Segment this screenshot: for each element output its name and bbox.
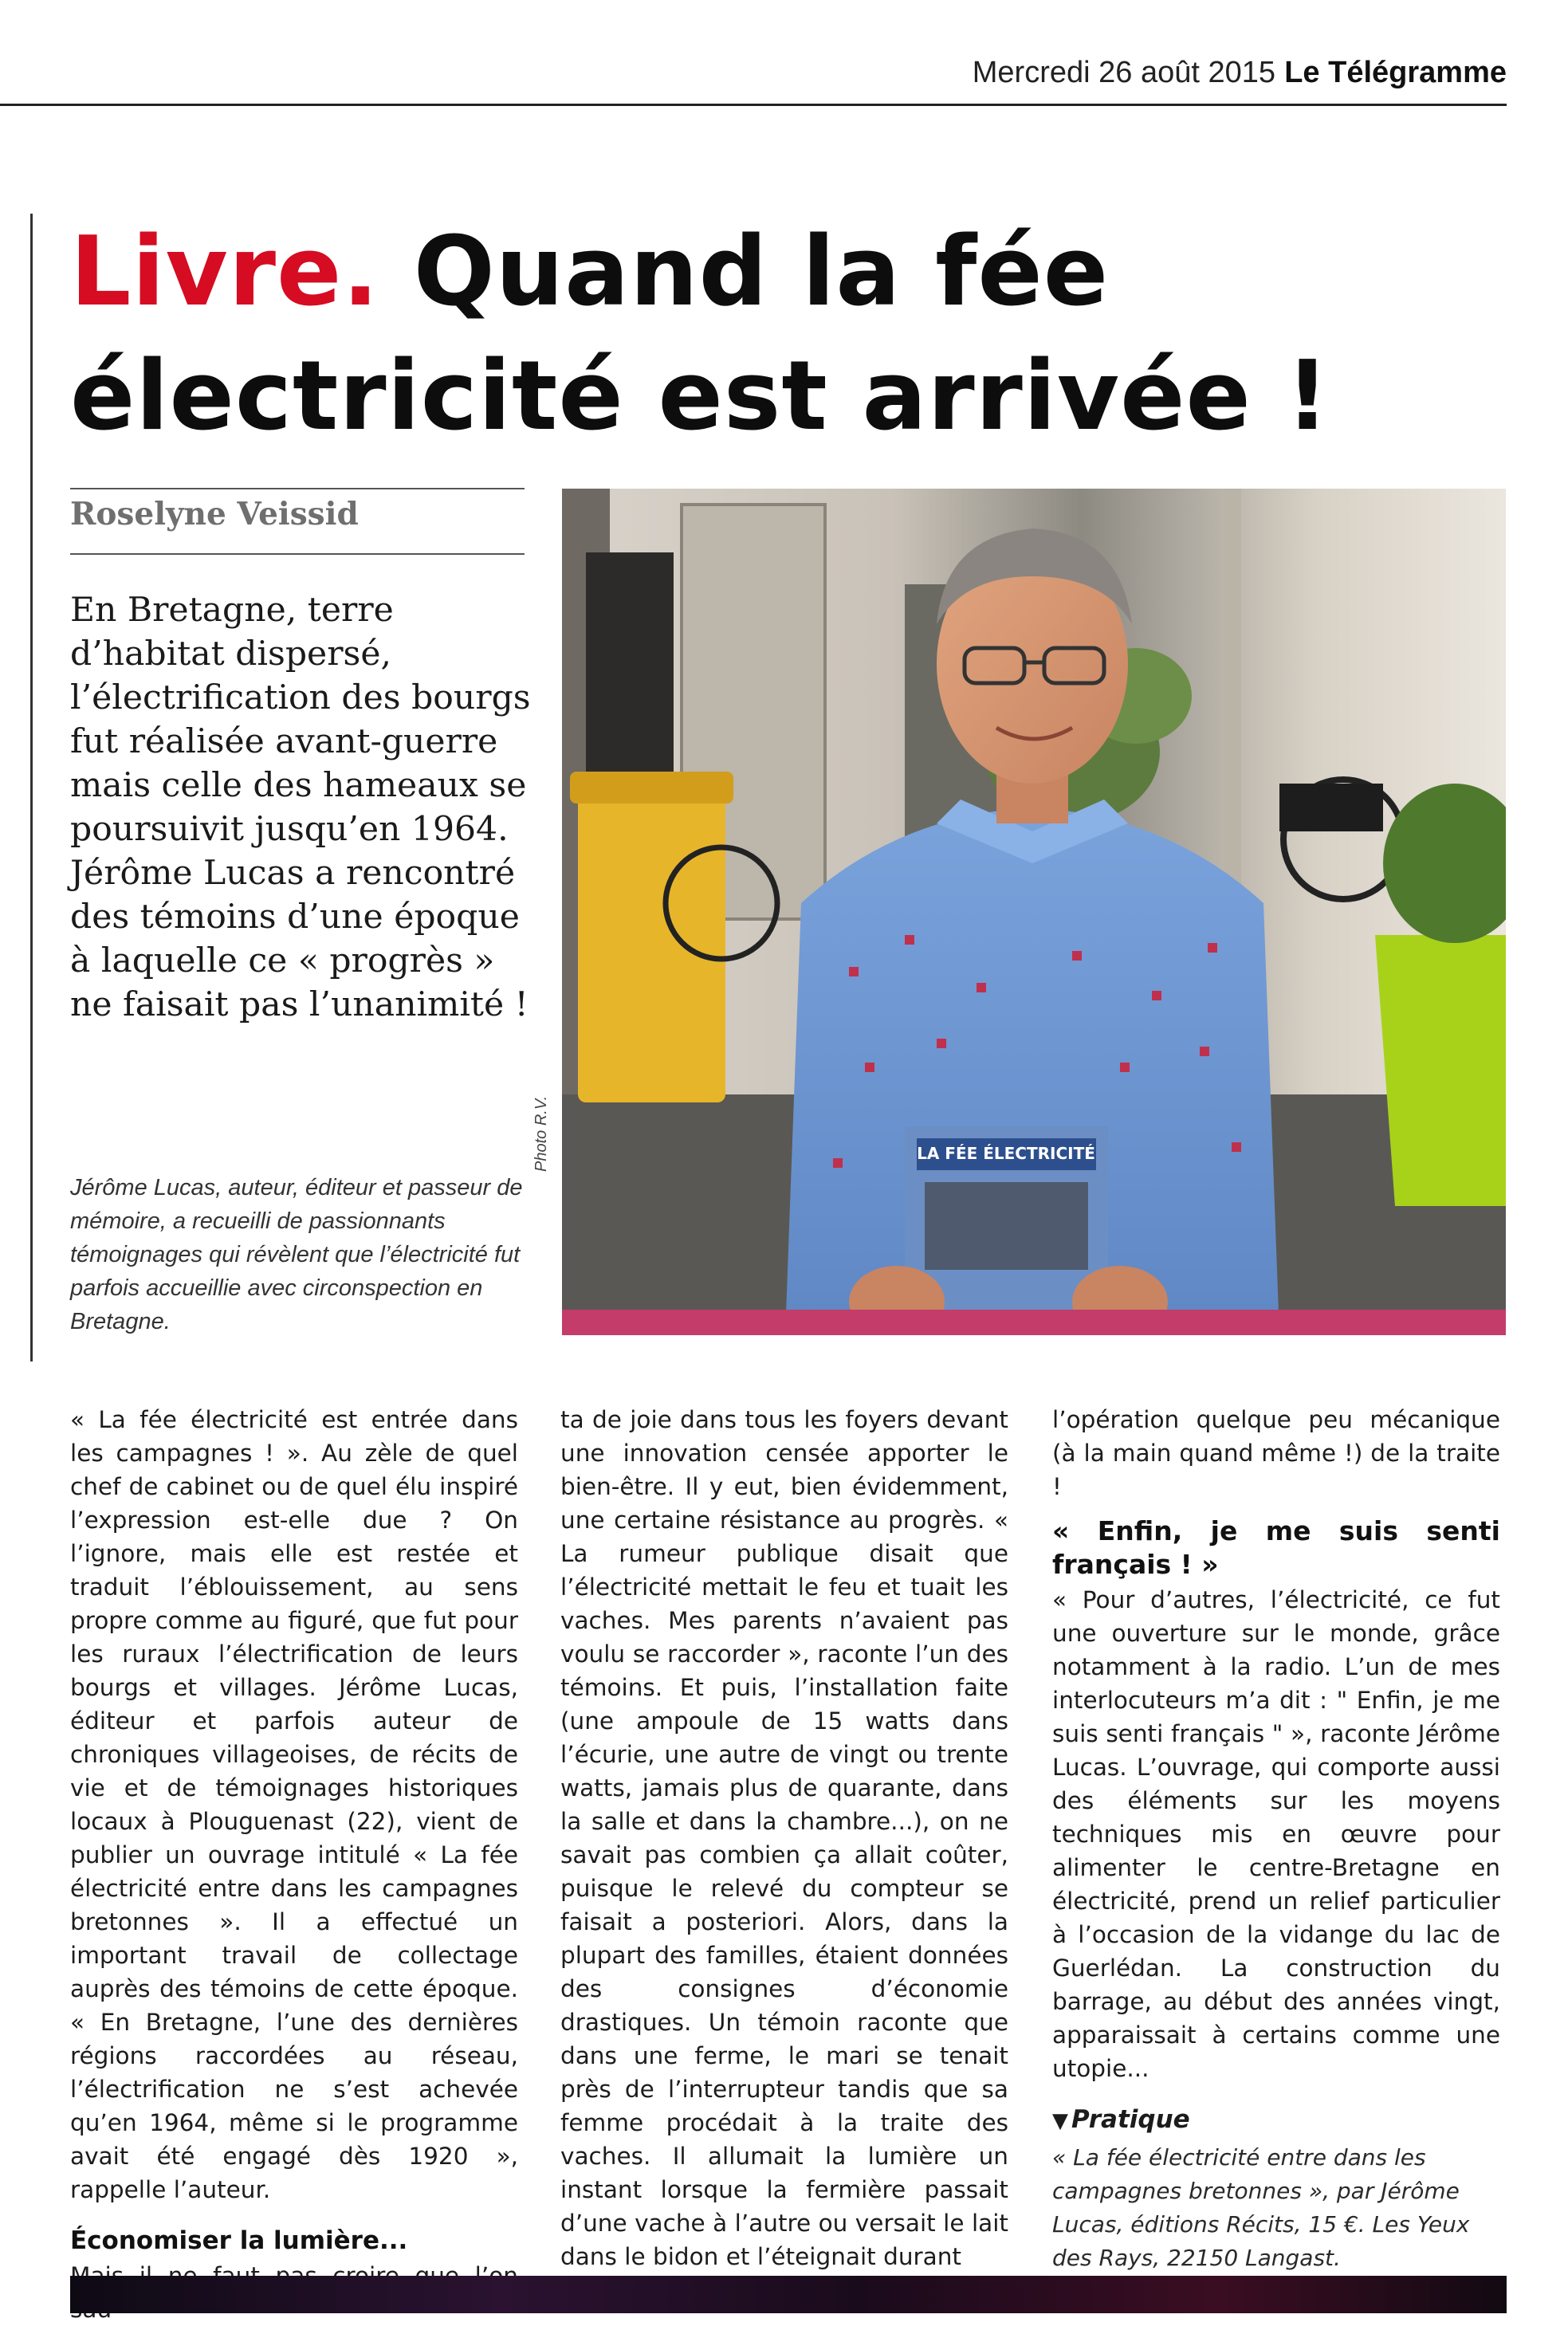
book-cover-title: LA FÉE ÉLECTRICITÉ	[917, 1144, 1095, 1163]
body-paragraph: « Pour d’autres, l’électricité, ce fut une ouverture sur le monde, grâce notamment à la radio. L’un de mes interlocuteurs m’a dit : " Enfin, je me suis senti français " », raconte Jérôme Lucas. L’ouvrage, qui comporte aussi des éléments sur les moyens techniques mis en œuvre pour alimenter le centre-Bretagne en électricité, prend un relief particulier à l’occasion de la vidange du lac de Guerlédan. La construction du barrage, au début des années vingt, apparaissait à certains comme une utopie...	[1052, 1586, 1500, 2082]
article-photo	[562, 489, 1506, 1335]
byline: Roselyne Veissid	[70, 496, 359, 532]
header-rule	[0, 104, 1507, 106]
body-paragraph: l’opération quelque peu mécanique (à la main quand même !) de la traite !	[1052, 1406, 1500, 1500]
standfirst: En Bretagne, terre d’habitat dispersé, l’électrification des bourgs fut réalisée avant-guerre mais celle des hameaux se poursuivit jusqu’en 1964. Jérôme Lucas a rencontré des témoins d’une époque à laquelle ce « progrès » ne faisait pas l’unanimité !	[70, 591, 531, 1024]
byline-rule-top	[70, 488, 525, 489]
page-header	[0, 0, 1507, 105]
body-column-1	[70, 1403, 518, 2326]
pratique-heading	[1052, 2103, 1500, 2138]
body-column-2	[560, 1403, 1008, 2273]
body-paragraph: ta de joie dans tous les foyers devant une innovation censée apporter le bien-être. Il y eut, bien évidemment, une certaine résistance au progrès. « La rumeur publique disait que l’électricité mettait le feu et tuait les vaches. Mes parents n’avaient pas voulu se raccorder », raconte l’un des témoins. Et puis, l’installation faite (une ampoule de 15 watts dans l’écurie, une autre de vingt ou trente watts, jamais plus de quarante, dans la salle et dans la chambre...), on ne savait pas combien ça allait coûter, puisque le relevé du compteur se faisait a posteriori. Alors, dans la plupart des familles, étaient données des consignes d’économie drastiques. Un témoin raconte que dans une ferme, le mari se tenait près de l’interrupteur tandis que sa femme procédait à la traite des vaches. Il allumait la lumière un instant lorsque la fermière passait d’une vache à l’autre ou versait le lait dans le bidon et l’éteignait durant	[560, 1406, 1008, 2270]
body-column-3	[1052, 1403, 1500, 2308]
headline-kicker: Livre.	[70, 217, 379, 328]
newspaper-name: Le Télégramme	[1284, 56, 1507, 89]
subheading-economiser: Économiser la lumière...	[70, 2226, 408, 2255]
left-vertical-rule	[30, 214, 33, 1361]
photo-credit: Photo R.V.	[532, 1095, 550, 1172]
issue-date: Mercredi 26 août 2015	[972, 56, 1275, 89]
headline	[70, 210, 1505, 459]
headline-line-2: électricité est arrivée !	[70, 341, 1330, 452]
headline-line-1: Quand la fée	[413, 217, 1110, 328]
subheading-enfin: « Enfin, je me suis senti français ! »	[1052, 1515, 1500, 1580]
pratique-info: « La fée électricité entre dans les campagnes bretonnes », par Jérôme Lucas, éditions Récits, 15 €. Les Yeux des Rays, 22150 Langast.	[1052, 2144, 1470, 2271]
pratique-label: Pratique	[1071, 2105, 1190, 2134]
triangle-down-icon: ▼	[1052, 2109, 1068, 2133]
photo-caption: Jérôme Lucas, auteur, éditeur et passeur de mémoire, a recueilli de passionnants témoignages qui révèlent que l’électricité fut parfois accueillie avec circonspection en Bretagne.	[70, 1175, 523, 1334]
body-paragraph: « La fée électricité est entrée dans les campagnes ! ». Au zèle de quel chef de cabinet ou de quel élu inspiré l’expression est-elle due ? On l’ignore, mais elle est restée et traduit l’éblouissement, au sens propre comme au figuré, que fut pour les ruraux l’électrification de leurs bourgs et villages. Jérôme Lucas, éditeur et parfois auteur de chroniques villageoises, de récits de vie et de témoignages historiques locaux à Plouguenast (22), vient de publier un ouvrage intitulé « La fée électricité entre dans les campagnes bretonnes ». Il a effectué un important travail de collectage auprès des témoins de cette époque. « En Bretagne, l’une des dernières régions raccordées au réseau, l’électrification ne s’est achevée qu’en 1964, même si le programme avait été engagé dès 1920 », rappelle l’auteur.	[70, 1406, 518, 2203]
byline-rule-bottom	[70, 553, 525, 555]
bottom-image-strip	[70, 2276, 1507, 2313]
